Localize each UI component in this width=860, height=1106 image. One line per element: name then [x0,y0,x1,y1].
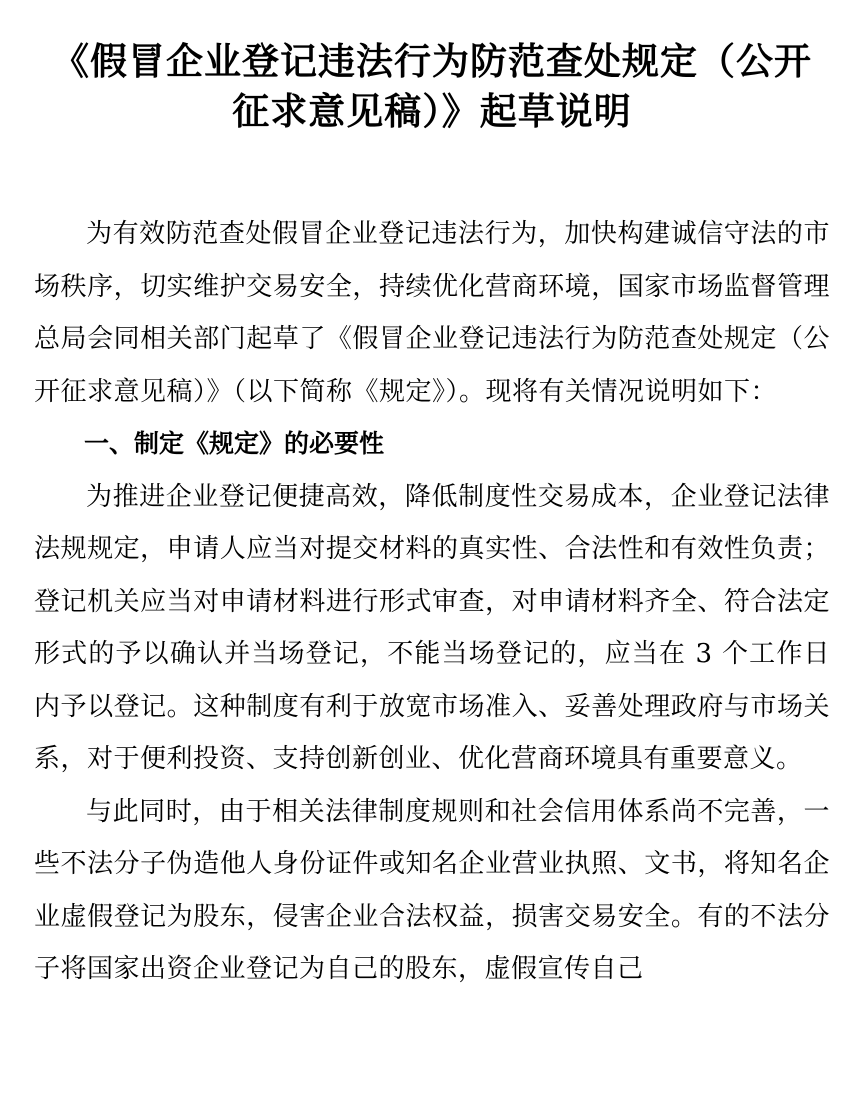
body-paragraph-2: 与此同时，由于相关法律制度规则和社会信用体系尚不完善，一些不法分子伪造他人身份证件或知名企业营业执照、文书，将知名企业虚假登记为股东，侵害企业合法权益，损害交易安全。有的不法分子将国家出资企业登记为自己的股东，虚假宣传自己 [34,796,830,984]
document-body [34,208,830,996]
title-line-2: 征求意见稿）》起草说明 [232,89,632,133]
document-title [34,36,830,136]
document-page [34,36,830,996]
body-paragraph-1: 为推进企业登记便捷高效，降低制度性交易成本，企业登记法律法规规定，申请人应当对提交材料的真实性、合法性和有效性负责；登记机关应当对申请材料进行形式审查，对申请材料齐全、符合法定形式的予以确认并当场登记，不能当场登记的，应当在 3 个工作日内予以登记。这种制度有利于放宽市场准入、妥善处理政府与市场关系，对于便利投资、支持创新创业、优化营商环境具有重要意义。 [34,481,830,774]
title-line-1: 《假冒企业登记违法行为防范查处规定（公开 [52,39,812,83]
section-heading-1: 一、制定《规定》的必要性 [84,429,385,458]
intro-paragraph: 为有效防范查处假冒企业登记违法行为，加快构建诚信守法的市场秩序，切实维护交易安全，持续优化营商环境，国家市场监督管理总局会同相关部门起草了《假冒企业登记违法行为防范查处规定（公开征求意见稿）》（以下简称《规定》）。现将有关情况说明如下： [34,219,830,407]
